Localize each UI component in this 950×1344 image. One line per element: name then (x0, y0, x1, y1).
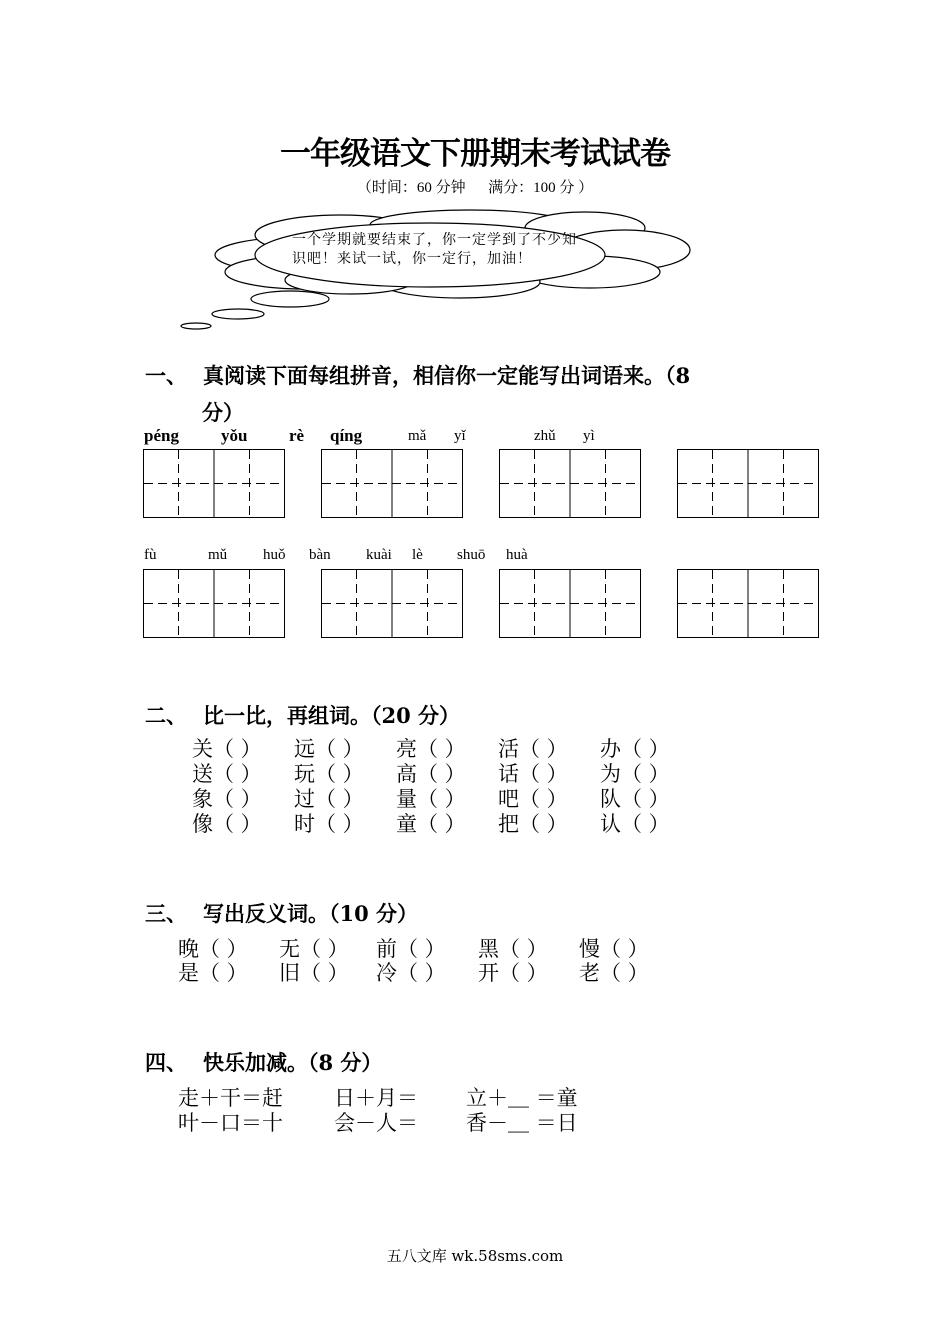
thought-cloud (0, 0, 950, 340)
word-pair-item: 时（ ） (294, 812, 364, 836)
section3-heading (145, 898, 418, 928)
antonym-item: 是（ ） (178, 961, 248, 985)
section1-number: 一、 (145, 363, 187, 388)
pinyin: péng (144, 426, 179, 445)
math-item: 会－人＝ (334, 1111, 418, 1135)
section2-text: 比一比，再组词。（20 分） (203, 703, 461, 728)
word-pair-item: 像（ ） (192, 812, 262, 836)
section1-text: 真阅读下面每组拼音，相信你一定能写出词语来。（8 (203, 363, 691, 388)
word-pair-item: 亮（ ） (396, 737, 466, 761)
pinyin: bàn (309, 547, 331, 563)
antonym-item: 冷（ ） (376, 961, 446, 985)
word-pair-item: 高（ ） (396, 762, 466, 786)
tianzige-grid[interactable] (143, 449, 286, 519)
tianzige-grid[interactable] (321, 449, 464, 519)
word-pair-item: 远（ ） (294, 737, 364, 761)
antonym-item: 黑（ ） (478, 937, 548, 961)
tianzige-grid[interactable] (143, 569, 286, 639)
word-pair-item: 象（ ） (192, 787, 262, 811)
math-item: 日＋月＝ (334, 1086, 418, 1110)
pinyin: qíng (330, 426, 363, 445)
word-pair-item: 办（ ） (600, 737, 670, 761)
math-item: 立＋＿ ＝童 (466, 1086, 578, 1110)
section4-text: 快乐加减。（8 分） (203, 1050, 383, 1075)
pinyin: yì (583, 428, 595, 444)
math-item: 走＋干＝赶 (178, 1086, 283, 1110)
section4-number: 四、 (145, 1050, 187, 1075)
pinyin: shuō (457, 547, 486, 563)
section4-heading (145, 1047, 382, 1077)
tianzige-grid[interactable] (677, 449, 820, 519)
word-pair-item: 认（ ） (600, 812, 670, 836)
tianzige-grid[interactable] (677, 569, 820, 639)
pinyin: mǎ (408, 428, 427, 444)
section3-number: 三、 (145, 901, 187, 926)
pinyin: fù (144, 547, 157, 563)
word-pair-item: 为（ ） (600, 762, 670, 786)
antonym-item: 无（ ） (279, 937, 349, 961)
pinyin: huà (506, 547, 528, 563)
pinyin: yǒu (221, 426, 248, 445)
math-item: 叶－口＝十 (178, 1111, 283, 1135)
tianzige-grid[interactable] (499, 449, 642, 519)
word-pair-item: 童（ ） (396, 812, 466, 836)
word-pair-item: 把（ ） (498, 812, 568, 836)
antonym-item: 前（ ） (376, 937, 446, 961)
pinyin: mǔ (208, 547, 228, 563)
antonym-item: 旧（ ） (279, 961, 349, 985)
pinyin: yǐ (454, 428, 466, 444)
section2-heading (145, 700, 460, 730)
word-pair-item: 吧（ ） (498, 787, 568, 811)
section1-heading (145, 360, 690, 390)
pinyin: kuài (366, 547, 392, 563)
word-pair-item: 话（ ） (498, 762, 568, 786)
pinyin: rè (289, 426, 305, 445)
word-pair-item: 过（ ） (294, 787, 364, 811)
word-pair-item: 送（ ） (192, 762, 262, 786)
antonym-item: 晚（ ） (178, 937, 248, 961)
tianzige-grid[interactable] (499, 569, 642, 639)
exam-info: （时间：60 分钟 满分：100 分 ） (356, 180, 594, 196)
pinyin: zhǔ (534, 428, 556, 444)
antonym-item: 老（ ） (579, 961, 649, 985)
word-pair-item: 活（ ） (498, 737, 568, 761)
math-item: 香－＿ ＝日 (466, 1111, 578, 1135)
word-pair-item: 队（ ） (600, 787, 670, 811)
section2-number: 二、 (145, 703, 187, 728)
bubble-text: 一个学期就要结束了，你一定学到了不少知识吧！来试一试，你一定行，加油！ (292, 232, 577, 267)
antonym-item: 开（ ） (478, 961, 548, 985)
tianzige-grid[interactable] (321, 569, 464, 639)
pinyin: lè (412, 547, 423, 563)
word-pair-item: 玩（ ） (294, 762, 364, 786)
word-pair-item: 量（ ） (396, 787, 466, 811)
footer-watermark: 五八文库 wk.58sms.com (386, 1247, 564, 1265)
page-title: 一年级语文下册期末考试试卷 (280, 136, 670, 172)
antonym-item: 慢（ ） (579, 937, 649, 961)
word-pair-item: 关（ ） (192, 737, 262, 761)
section3-text: 写出反义词。（10 分） (203, 901, 419, 926)
section1-text-cont: 分） (202, 400, 244, 425)
pinyin: huǒ (263, 547, 286, 563)
